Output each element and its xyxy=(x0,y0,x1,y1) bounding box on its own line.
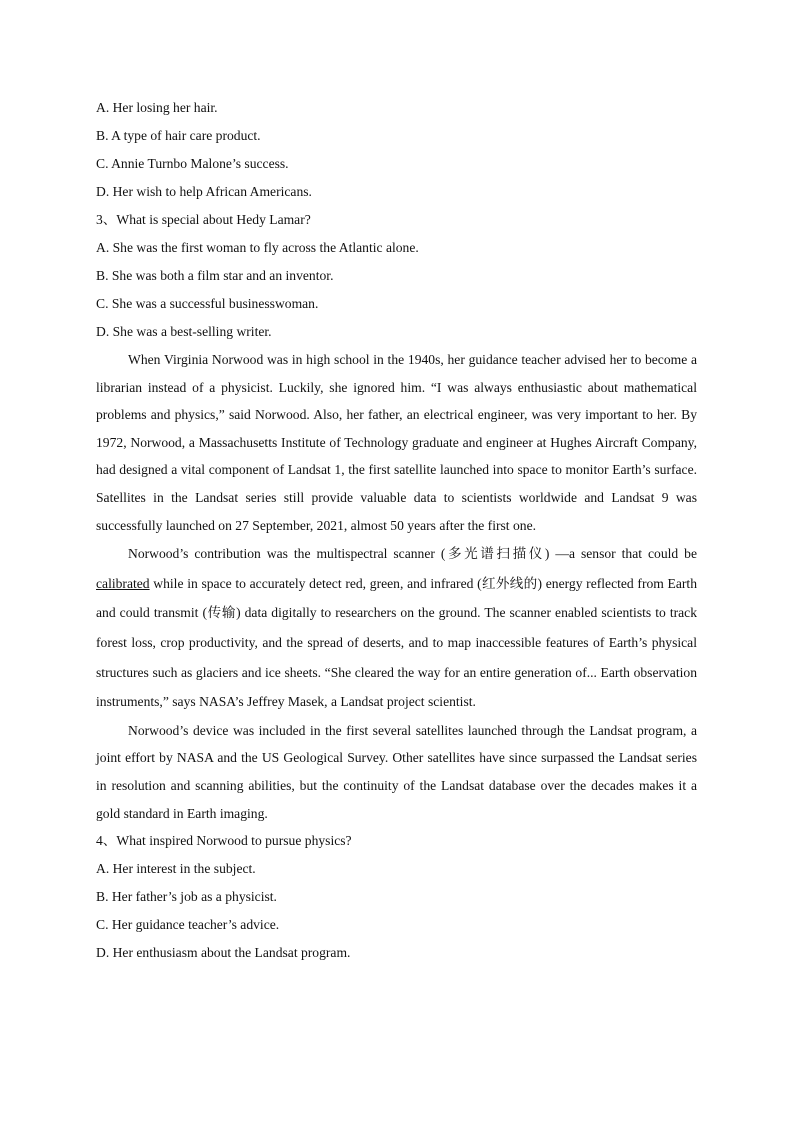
q4-option-b: B. Her father’s job as a physicist. xyxy=(96,889,277,905)
q3-option-d: D. She was a best-selling writer. xyxy=(96,324,272,339)
q4-question: 4、What inspired Norwood to pursue physics? xyxy=(96,833,352,849)
q4-option-a: A. Her interest in the subject. xyxy=(96,861,256,877)
p2-text-before: Norwood’s contribution was the multispectral scanner (多光谱扫描仪) —a sensor that could be xyxy=(128,546,697,562)
passage-paragraph-3: Norwood’s device was included in the first several satellites launched through the Landsat program, a joint effort by NASA and the US Geological Survey. Other satellites have since surpassed the Landsat series in resolution and scanning abilities, but the continuity of the Landsat database over the decades makes it a gold standard in Earth imaging. xyxy=(96,722,697,821)
q2-option-c: C. Annie Turnbo Malone’s success. xyxy=(96,156,289,171)
passage-paragraph-2 xyxy=(96,539,697,717)
q4-option-d: D. Her enthusiasm about the Landsat program. xyxy=(96,945,351,961)
q4-option-c: C. Her guidance teacher’s advice. xyxy=(96,917,280,933)
underlined-word: calibrated xyxy=(96,575,150,591)
passage-paragraph-1: When Virginia Norwood was in high school in the 1940s, her guidance teacher advised her to become a librarian instead of a physicist. Luckily, she ignored him. “I was always enthusiastic about mathematical problems and physics,” said Norwood. Also, her father, an electrical engineer, was very important to her. By 1972, Norwood, a Massachusetts Institute of Technology graduate and engineer at Hughes Aircraft Company, had designed a vital component of Landsat 1, the first satellite launched into space to monitor Earth’s surface. Satellites in the Landsat series still provide valuable data to scientists worldwide and Landsat 9 was successfully launched on 27 September, 2021, almost 50 years after the first one. xyxy=(96,352,697,533)
q3-option-a: A. She was the first woman to fly across the Atlantic alone. xyxy=(96,240,419,255)
q2-option-b: B. A type of hair care product. xyxy=(96,128,261,143)
q3-option-c: C. She was a successful businesswoman. xyxy=(96,296,319,311)
q2-option-a: A. Her losing her hair. xyxy=(96,100,218,115)
q3-option-b: B. She was both a film star and an inventor. xyxy=(96,268,334,283)
p2-text-after: while in space to accurately detect red, green, and infrared (红外线的) energy reflected from Earth and could transmit (传输) data digitally to researchers on the ground. The scanner enabled scientists to track forest loss, crop productivity, and the spread of deserts, and to map inaccessible features of Earth’s physical structures such as glaciers and ice sheets. “She cleared the way for an entire generation of... Earth observation instruments,” says NASA’s Jeffrey Masek, a Landsat project scientist. xyxy=(96,575,697,710)
q2-option-d: D. Her wish to help African Americans. xyxy=(96,184,312,199)
document-page xyxy=(96,94,697,967)
q3-question: 3、What is special about Hedy Lamar? xyxy=(96,212,311,227)
